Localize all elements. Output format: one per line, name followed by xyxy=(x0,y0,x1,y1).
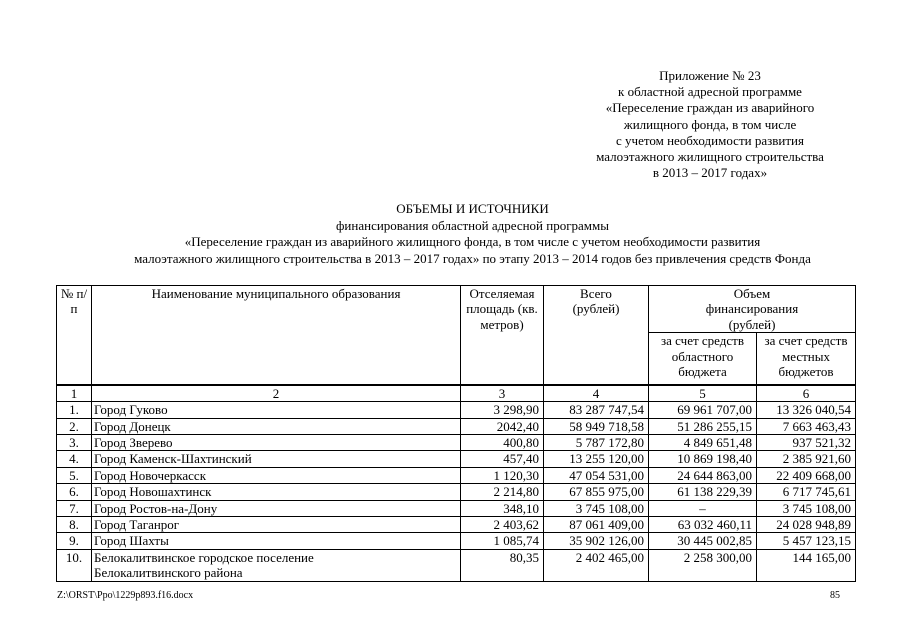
table-row xyxy=(57,516,856,532)
row-area: 2 214,80 xyxy=(461,484,544,500)
row-num: 3. xyxy=(57,434,92,450)
row-name: Белокалитвинское городское поселение Белокалитвинского района xyxy=(92,549,461,581)
table-row xyxy=(57,533,856,549)
row-total: 67 855 975,00 xyxy=(544,484,649,500)
appendix-line: «Переселение граждан из аварийного xyxy=(605,100,815,116)
row-total: 35 902 126,00 xyxy=(544,533,649,549)
table-row xyxy=(57,451,856,467)
heading-line: малоэтажного жилищного строительства в 2013 – 2017 годах» по этапу 2013 – 2014 годов без привлечения средств Фонда xyxy=(134,250,811,266)
row-name: Город Донецк xyxy=(92,418,461,434)
appendix-line: с учетом необходимости развития xyxy=(616,132,804,148)
heading-line: финансирования областной адресной программы xyxy=(336,217,609,233)
row-regional: 4 849 651,48 xyxy=(649,434,757,450)
column-number: 5 xyxy=(649,385,757,402)
row-num: 10. xyxy=(57,549,92,581)
header-name: Наименование муниципального образования xyxy=(92,286,461,385)
row-name: Город Гуково xyxy=(92,402,461,418)
table-row xyxy=(57,467,856,483)
table-row xyxy=(57,500,856,516)
row-area: 400,80 xyxy=(461,434,544,450)
heading-line: «Переселение граждан из аварийного жилищного фонда, в том числе с учетом необходимости развития xyxy=(184,234,761,250)
header-funding: Объем финансирования (рублей) xyxy=(649,286,856,333)
row-local: 144 165,00 xyxy=(757,549,856,581)
row-num: 1. xyxy=(57,402,92,418)
row-num: 7. xyxy=(57,500,92,516)
row-name: Город Таганрог xyxy=(92,516,461,532)
row-area: 457,40 xyxy=(461,451,544,467)
row-num: 9. xyxy=(57,533,92,549)
header-num: № п/п xyxy=(57,286,92,385)
row-name: Город Ростов-на-Дону xyxy=(92,500,461,516)
row-total: 3 745 108,00 xyxy=(544,500,649,516)
row-total: 83 287 747,54 xyxy=(544,402,649,418)
row-area: 348,10 xyxy=(461,500,544,516)
row-name: Город Каменск-Шахтинский xyxy=(92,451,461,467)
table-row xyxy=(57,402,856,418)
document-heading xyxy=(20,201,905,267)
table-row xyxy=(57,434,856,450)
row-regional: 69 961 707,00 xyxy=(649,402,757,418)
row-name: Город Новошахтинск xyxy=(92,484,461,500)
header-area: Отселяемая площадь (кв. метров) xyxy=(461,286,544,385)
header-total: Всего (рублей) xyxy=(544,286,649,385)
row-area: 1 120,30 xyxy=(461,467,544,483)
appendix-line: Приложение № 23 xyxy=(659,68,761,83)
row-area: 1 085,74 xyxy=(461,533,544,549)
column-number: 4 xyxy=(544,385,649,402)
footer-page-number: 85 xyxy=(830,590,840,601)
appendix-line: жилищного фонда, в том числе xyxy=(623,116,797,132)
column-number: 1 xyxy=(57,385,92,402)
row-regional: 10 869 198,40 xyxy=(649,451,757,467)
row-regional: 61 138 229,39 xyxy=(649,484,757,500)
row-regional: – xyxy=(649,500,757,516)
row-regional: 51 286 255,15 xyxy=(649,418,757,434)
row-local: 13 326 040,54 xyxy=(757,402,856,418)
footer-file-path: Z:\ORST\Ppo\1229p893.f16.docx xyxy=(57,590,194,601)
row-area: 80,35 xyxy=(461,549,544,581)
row-local: 7 663 463,43 xyxy=(757,418,856,434)
row-local: 24 028 948,89 xyxy=(757,516,856,532)
row-local: 937 521,32 xyxy=(757,434,856,450)
row-local: 22 409 668,00 xyxy=(757,467,856,483)
header-regional: за счет средств областного бюджета xyxy=(649,333,757,385)
row-local: 6 717 745,61 xyxy=(757,484,856,500)
row-local: 2 385 921,60 xyxy=(757,451,856,467)
row-regional: 24 644 863,00 xyxy=(649,467,757,483)
row-name: Город Новочеркасск xyxy=(92,467,461,483)
table-row xyxy=(57,549,856,581)
column-number: 3 xyxy=(461,385,544,402)
row-regional: 30 445 002,85 xyxy=(649,533,757,549)
row-num: 4. xyxy=(57,451,92,467)
row-regional: 63 032 460,11 xyxy=(649,516,757,532)
row-num: 6. xyxy=(57,484,92,500)
appendix-line: к областной адресной программе xyxy=(618,84,802,100)
funding-table xyxy=(56,285,856,582)
row-num: 8. xyxy=(57,516,92,532)
document-title: ОБЪЕМЫ И ИСТОЧНИКИ xyxy=(396,201,549,216)
row-area: 2042,40 xyxy=(461,418,544,434)
appendix-line: малоэтажного жилищного строительства xyxy=(596,149,824,165)
table-row xyxy=(57,418,856,434)
column-numbers-row xyxy=(57,385,856,402)
row-total: 2 402 465,00 xyxy=(544,549,649,581)
row-total: 87 061 409,00 xyxy=(544,516,649,532)
row-area: 2 403,62 xyxy=(461,516,544,532)
row-total: 5 787 172,80 xyxy=(544,434,649,450)
appendix-block xyxy=(560,68,860,181)
row-name: Город Зверево xyxy=(92,434,461,450)
header-local: за счет средств местных бюджетов xyxy=(757,333,856,385)
row-num: 2. xyxy=(57,418,92,434)
row-area: 3 298,90 xyxy=(461,402,544,418)
row-num: 5. xyxy=(57,467,92,483)
table-row xyxy=(57,484,856,500)
row-local: 5 457 123,15 xyxy=(757,533,856,549)
row-total: 58 949 718,58 xyxy=(544,418,649,434)
appendix-line: в 2013 – 2017 годах» xyxy=(652,165,768,181)
row-local: 3 745 108,00 xyxy=(757,500,856,516)
column-number: 2 xyxy=(92,385,461,402)
column-number: 6 xyxy=(757,385,856,402)
row-name: Город Шахты xyxy=(92,533,461,549)
row-total: 13 255 120,00 xyxy=(544,451,649,467)
row-regional: 2 258 300,00 xyxy=(649,549,757,581)
row-total: 47 054 531,00 xyxy=(544,467,649,483)
